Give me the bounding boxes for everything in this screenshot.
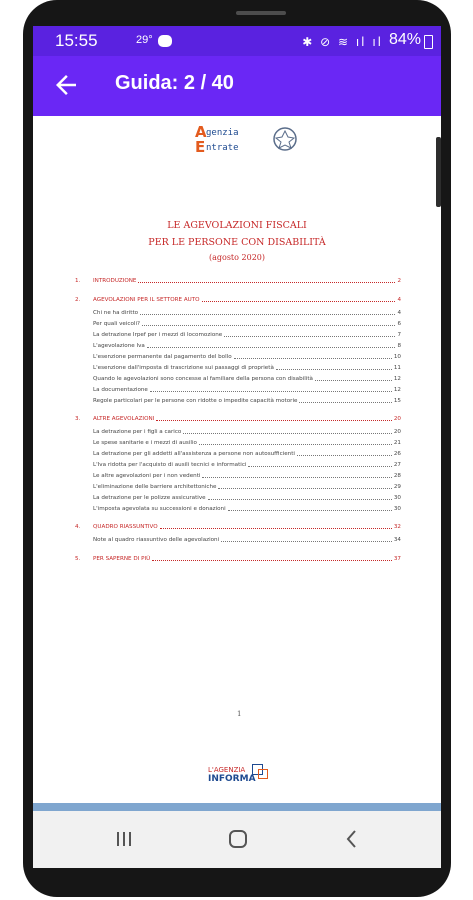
document-subtitle: PER LE PERSONE CON DISABILITÀ [148, 237, 326, 248]
battery-percent: 84% [388, 31, 421, 48]
toc-item[interactable]: La detrazione per i figli a carico 20 [93, 429, 401, 435]
toc-item[interactable]: L'agevolazione Iva 8 [93, 343, 401, 349]
toc-item[interactable]: La detrazione per gli addetti all'assistenza a persone non autosufficienti 26 [93, 451, 401, 457]
toc-section[interactable]: 4. QUADRO RIASSUNTIVO 32 [75, 524, 401, 530]
arrow-left-icon[interactable] [51, 70, 81, 100]
toc-section[interactable]: 5. PER SAPERNE DI PIÙ 37 [75, 556, 401, 562]
speaker-grille [236, 11, 286, 15]
toc-item[interactable]: Note al quadro riassuntivo delle agevolazioni 34 [93, 537, 401, 543]
toc-item[interactable]: La documentazione 12 [93, 387, 401, 393]
toc-item[interactable]: Le spese sanitarie e i mezzi di ausilio 21 [93, 440, 401, 446]
status-icons: ✱ ⊘ ≋ ıl ıl [302, 35, 383, 49]
toc-item[interactable]: La detrazione Irpef per i mezzi di locomozione 7 [93, 332, 401, 338]
status-time: 15:55 [55, 31, 98, 50]
svg-text:ntrate: ntrate [206, 143, 239, 153]
toc-item[interactable]: L'eliminazione delle barriere architettoniche 29 [93, 484, 401, 490]
document-page[interactable] [33, 116, 441, 806]
page-title: Guida: 2 / 40 [115, 72, 234, 94]
toc-section[interactable]: 1. INTRODUZIONE 2 [75, 278, 401, 284]
toc-item[interactable]: Quando le agevolazioni sono concesse al familiare della persona con disabilità 12 [93, 376, 401, 382]
navigation-bar [33, 811, 441, 868]
recent-apps-icon[interactable] [109, 825, 139, 853]
svg-text:genzia: genzia [206, 128, 239, 138]
toc-item[interactable]: La detrazione per le polizze assicurative 30 [93, 495, 401, 501]
document-title: LE AGEVOLAZIONI FISCALI [167, 220, 307, 231]
agenzia-informa-logo: L'AGENZIA INFORMA [208, 764, 270, 788]
back-icon[interactable] [337, 825, 367, 853]
toc-item[interactable]: Le altre agevolazioni per i non vedenti 28 [93, 473, 401, 479]
home-icon[interactable] [223, 825, 253, 853]
status-temperature: 29° [136, 34, 153, 46]
app-bar [33, 56, 441, 116]
scrollbar-thumb[interactable] [436, 137, 441, 207]
toc-item[interactable]: Regole particolari per le persone con ridotte o impedite capacità motorie 15 [93, 398, 401, 404]
toc-item[interactable]: L'esenzione dall'imposta di trascrizione sui passaggi di proprietà 11 [93, 365, 401, 371]
svg-text:E: E [195, 138, 206, 156]
message-icon [158, 35, 172, 47]
document-date: (agosto 2020) [209, 253, 265, 262]
toc-section[interactable]: 3. ALTRE AGEVOLAZIONI 20 [75, 416, 401, 422]
toc-item[interactable]: Chi ne ha diritto 4 [93, 310, 401, 316]
toc-item[interactable]: L'imposta agevolata su successioni e donazioni 30 [93, 506, 401, 512]
status-bar [33, 26, 441, 56]
toc-section[interactable]: 2. AGEVOLAZIONI PER IL SETTORE AUTO 4 [75, 297, 401, 303]
toc-item[interactable]: L'Iva ridotta per l'acquisto di ausili tecnici e informatici 27 [93, 462, 401, 468]
battery-icon [424, 35, 433, 49]
page-number: 1 [237, 710, 242, 718]
toc-item[interactable]: L'esenzione permanente dal pagamento del bollo 10 [93, 354, 401, 360]
toc-item[interactable]: Per quali veicoli? 6 [93, 321, 401, 327]
table-of-contents [75, 116, 401, 596]
page-divider [33, 803, 441, 811]
svg-text:A: A [195, 123, 207, 141]
